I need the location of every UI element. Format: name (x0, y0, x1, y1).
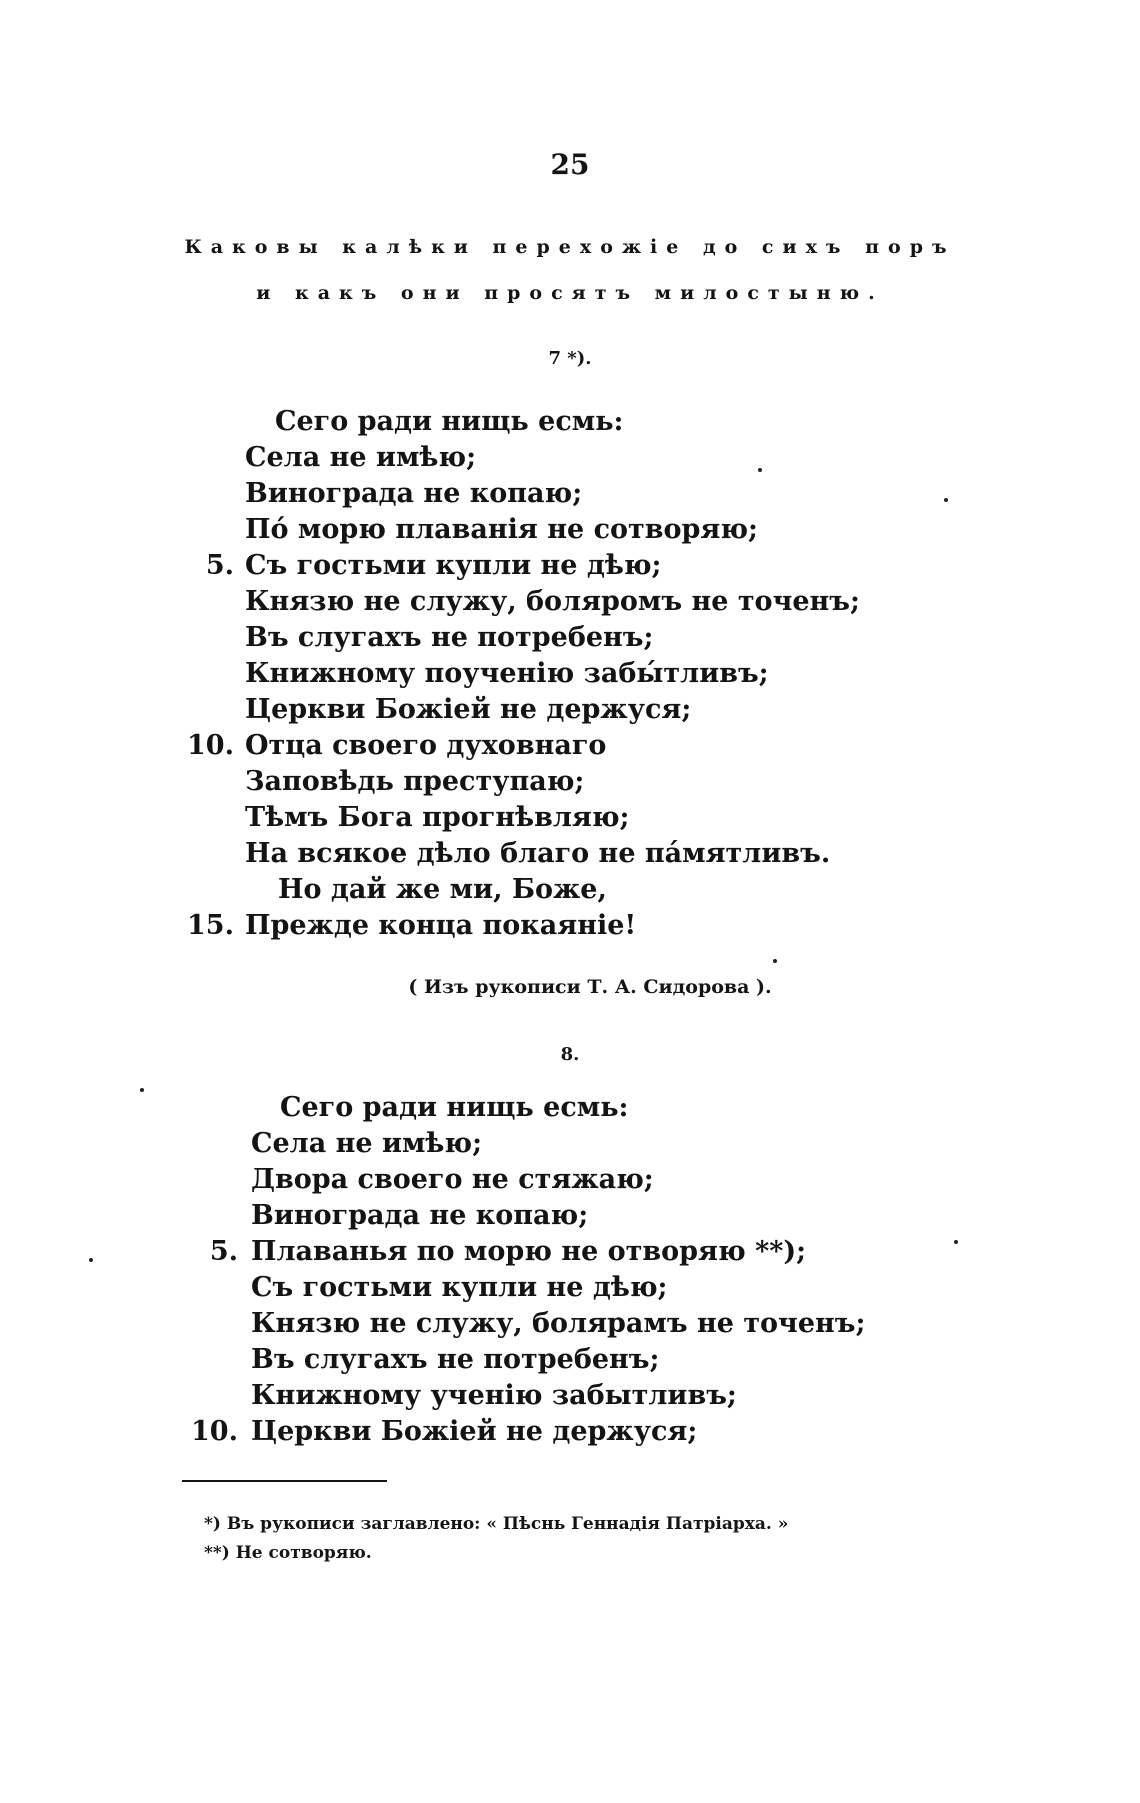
verse-line: Винограда не копаю; (245, 478, 583, 509)
line-number: 5. (205, 550, 234, 581)
verse-line: Съ гостьми купли не дѣю; (251, 1272, 668, 1303)
verse-line: Винограда не копаю; (251, 1200, 589, 1231)
section-number-8: 8. (560, 1044, 580, 1065)
verse-line: Съ гостьми купли не дѣю; (245, 550, 662, 581)
verse-line: Плаванья по морю не отворяю **); (251, 1236, 807, 1267)
chapter-title-line-1: Каковы калѣки перехожіе до сихъ поръ (184, 236, 956, 258)
footnote-divider (182, 1480, 387, 1482)
section-number-7: 7 *). (548, 348, 592, 369)
line-number: 10. (191, 1416, 238, 1447)
verse-line: Въ слугахъ не потребенъ; (251, 1344, 660, 1375)
source-note: ( Изъ рукописи Т. А. Сидорова ). (408, 976, 772, 998)
verse-line: Села не имѣю; (251, 1128, 483, 1159)
verse-line: Сего ради нищь есмь: (280, 1092, 629, 1123)
line-number: 15. (187, 910, 234, 941)
verse-line: Книжному ученію забытливъ; (251, 1380, 737, 1411)
footnote-1: *) Въ рукописи заглавлено: « Пѣснь Геннадія Патріарха. » (204, 1514, 789, 1534)
page-number: 25 (550, 148, 590, 181)
verse-line: Прежде конца покаяніе! (245, 910, 637, 941)
verse-line: Села не имѣю; (245, 442, 477, 473)
verse-line: Князю не служу, болярамъ не точенъ; (251, 1308, 866, 1339)
print-speck (773, 959, 777, 963)
verse-line: Отца своего духовнаго (245, 730, 607, 761)
chapter-title-line-2: и какъ они просятъ милостыню. (256, 282, 884, 304)
verse-line: Но дай же ми, Боже, (278, 874, 607, 905)
verse-line: Двора своего не стяжаю; (251, 1164, 654, 1195)
print-speck (140, 1088, 144, 1092)
footnote-2: **) Не сотворяю. (204, 1543, 372, 1563)
verse-line: Книжному поученію забы́тливъ; (245, 658, 769, 689)
line-number: 5. (209, 1236, 238, 1267)
verse-line: Заповѣдь преступаю; (245, 766, 585, 797)
verse-line: Сего ради нищь есмь: (275, 406, 624, 437)
verse-line: Церкви Божіей не держуся; (245, 694, 692, 725)
print-speck (954, 1240, 958, 1244)
print-speck (89, 1258, 93, 1262)
verse-line: На всякое дѣло благо не па́мятливъ. (245, 838, 831, 869)
print-speck (758, 468, 762, 472)
verse-line: Тѣмъ Бога прогнѣвляю; (245, 802, 630, 833)
verse-line: Въ слугахъ не потребенъ; (245, 622, 654, 653)
print-speck (944, 498, 948, 502)
verse-line: Церкви Божіей не держуся; (251, 1416, 698, 1447)
verse-line: Пó морю плаванія не сотворяю; (245, 514, 759, 545)
line-number: 10. (187, 730, 234, 761)
verse-line: Князю не служу, боляромъ не точенъ; (245, 586, 860, 617)
